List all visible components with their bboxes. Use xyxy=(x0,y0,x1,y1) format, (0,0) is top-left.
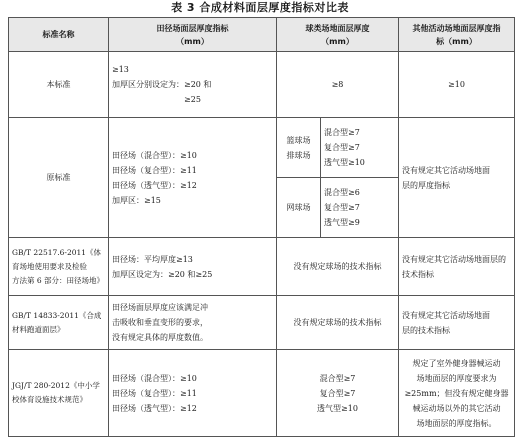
header-other-thickness: 其他活动场地面层厚度指 标（mm） xyxy=(399,18,515,52)
table-row xyxy=(9,238,515,296)
jgjt280-other: 规定了室外健身器械运动 场地面层的厚度要求为 ≥25mm；但没有规定健身器 械运动场以外的其它活动 场地面层的厚度指标。 xyxy=(399,350,515,437)
gbt22517-ball: 没有规定球场的技术指标 xyxy=(277,238,399,296)
row-name-gbt22517: GB/T 22517.6-2011《体 育场地使用要求及检验 方法第 6 部分：田径场地》 xyxy=(9,238,109,296)
row-name-jgjt280: JGJ/T 280-2012《中小学 校体育设施技术规范》 xyxy=(9,350,109,437)
this-standard-other: ≥10 xyxy=(399,52,515,118)
row-name-gbt14833: GB/T 14833-2011《合成 材料跑道面层》 xyxy=(9,296,109,350)
jgjt280-ball: 混合型≥7 复合型≥7 透气型≥10 xyxy=(277,350,399,437)
original-other: 没有规定其它活动场地面 层的厚度指标 xyxy=(399,118,515,238)
gbt14833-ball: 没有规定球场的技术指标 xyxy=(277,296,399,350)
table-row xyxy=(9,52,515,118)
table-row xyxy=(9,350,515,437)
original-track: 田径场（混合型）：≥10 田径场（复合型）：≥11 田径场（透气型）：≥12 加厚区：≥15 xyxy=(109,118,277,238)
table-caption: 表 3 合成材料面层厚度指标对比表 xyxy=(171,1,349,14)
this-standard-ball: ≥8 xyxy=(277,52,399,118)
header-track-thickness: 田径场面层厚度指标 （mm） xyxy=(109,18,277,52)
row-name-this-standard: 本标准 xyxy=(9,52,109,118)
row-name-original-standard: 原标准 xyxy=(9,118,109,238)
header-ball-thickness: 球类场地面层厚度 （mm） xyxy=(277,18,399,52)
gbt14833-other: 没有规定其它活动场地面 层的技术指标 xyxy=(399,296,515,350)
header-row xyxy=(9,18,515,52)
table-row xyxy=(9,118,515,178)
basketball-volleyball-label: 篮球场 排球场 xyxy=(277,118,321,178)
tennis-label: 网球场 xyxy=(277,178,321,238)
table-row xyxy=(9,296,515,350)
thickness-comparison-table xyxy=(8,17,515,437)
jgjt280-track: 田径场（混合型）：≥10 田径场（复合型）：≥11 田径场（透气型）：≥12 xyxy=(109,350,277,437)
this-standard-track: ≥13 加厚区分别设定为：≥20 和 ≥25 xyxy=(109,52,277,118)
gbt14833-track: 田径场面层厚度应该满足冲 击吸收和垂直变形的要求， 没有规定具体的厚度数值。 xyxy=(109,296,277,350)
basketball-volleyball-values: 混合型≥7 复合型≥7 透气型≥10 xyxy=(321,118,399,178)
tennis-values: 混合型≥6 复合型≥7 透气型≥9 xyxy=(321,178,399,238)
header-standard-name: 标准名称 xyxy=(9,18,109,52)
gbt22517-track: 田径场：平均厚度≥13 加厚区设定为：≥20 和≥25 xyxy=(109,238,277,296)
gbt22517-other: 没有规定其它活动场地面层的技术指标 xyxy=(399,238,515,296)
